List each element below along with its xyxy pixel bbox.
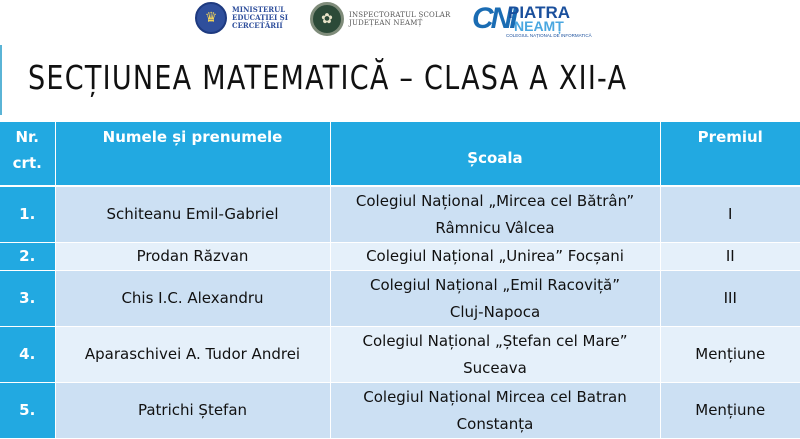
cni-piatra: PIATRA bbox=[508, 3, 571, 22]
ministry-logo bbox=[195, 2, 288, 34]
row-nr: 5. bbox=[0, 383, 55, 439]
coat-of-arms-icon: ♛ bbox=[195, 2, 227, 34]
inspectorate-line-2: JUDEȚEAN NEAMȚ bbox=[349, 19, 423, 27]
college-logo bbox=[472, 2, 590, 40]
row-prize: Mențiune bbox=[660, 327, 800, 383]
ministry-line-3: CERCETĂRII bbox=[232, 21, 283, 30]
header-prize: Premiul bbox=[660, 122, 800, 186]
table-header-row bbox=[0, 122, 800, 186]
row-name: Prodan Răzvan bbox=[55, 243, 330, 271]
row-school: Colegiul Național „Ștefan cel Mare” Suceava bbox=[330, 327, 660, 383]
row-school: Colegiul Național Mircea cel Batran Constanța bbox=[330, 383, 660, 439]
header-nr: Nr. crt. bbox=[0, 122, 55, 186]
row-prize: II bbox=[660, 243, 800, 271]
table-row bbox=[0, 383, 800, 439]
header-school: Școala bbox=[330, 122, 660, 186]
inspectorate-line-1: INSPECTORATUL ȘCOLAR bbox=[349, 11, 451, 19]
table-row bbox=[0, 327, 800, 383]
row-school: Colegiul Național „Mircea cel Bătrân” Râmnicu Vâlcea bbox=[330, 186, 660, 243]
title-accent-bar bbox=[0, 45, 2, 115]
row-name: Aparaschivei A. Tudor Andrei bbox=[55, 327, 330, 383]
row-name: Chis I.C. Alexandru bbox=[55, 271, 330, 327]
inspectorate-logo bbox=[310, 2, 451, 36]
row-nr: 4. bbox=[0, 327, 55, 383]
row-prize: Mențiune bbox=[660, 383, 800, 439]
header-name: Numele și prenumele bbox=[55, 122, 330, 186]
cni-subtitle: COLEGIUL NAȚIONAL DE INFORMATICĂ bbox=[506, 33, 592, 38]
table-row bbox=[0, 271, 800, 327]
inspectorate-seal-icon: ✿ bbox=[310, 2, 344, 36]
table-row bbox=[0, 186, 800, 243]
row-school: Colegiul Național „Unirea” Focșani bbox=[330, 243, 660, 271]
row-nr: 2. bbox=[0, 243, 55, 271]
row-school: Colegiul Național „Emil Racoviță” Cluj-Napoca bbox=[330, 271, 660, 327]
row-nr: 1. bbox=[0, 186, 55, 243]
row-name: Schiteanu Emil-Gabriel bbox=[55, 186, 330, 243]
row-prize: I bbox=[660, 186, 800, 243]
cni-mark: CNI bbox=[472, 2, 515, 35]
row-prize: III bbox=[660, 271, 800, 327]
results-table bbox=[0, 122, 800, 439]
row-name: Patrichi Ștefan bbox=[55, 383, 330, 439]
logo-bar bbox=[0, 0, 800, 44]
ministry-line-1: MINISTERUL bbox=[232, 5, 286, 14]
row-nr: 3. bbox=[0, 271, 55, 327]
page-title: SECȚIUNEA MATEMATICĂ – CLASA A XII-A bbox=[28, 58, 628, 97]
table-row bbox=[0, 243, 800, 271]
cni-neamt: NEAMȚ bbox=[514, 18, 564, 34]
ministry-line-2: EDUCAȚIEI ȘI bbox=[232, 13, 288, 22]
